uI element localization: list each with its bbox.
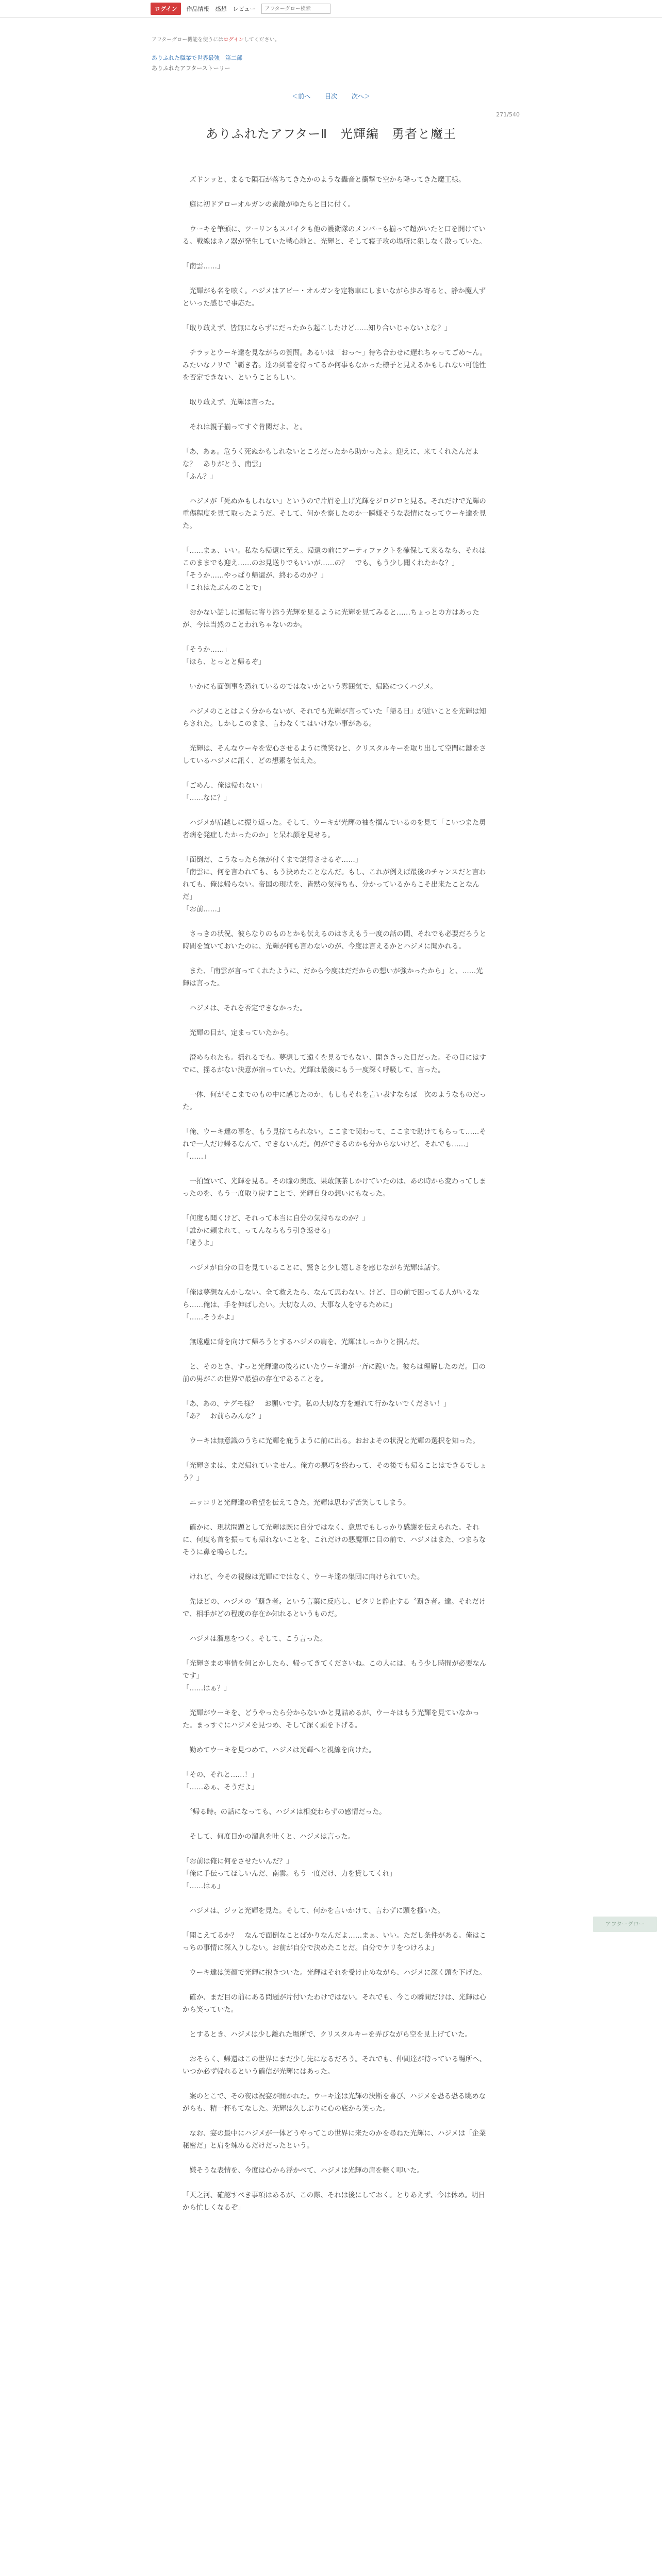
- paragraph: 「光輝さまの事情を何とかしたら、帰ってきてくださいね。この人には、もう少し時間が必要なんです」 「……はぁ？」: [183, 1660, 487, 1692]
- paragraph: 「光輝さまは、まだ帰れていません。俺方の悪巧を終わって、その後でも帰ることはできるでしょう？」: [183, 1462, 487, 1482]
- notice-login-link[interactable]: ログイン: [223, 37, 244, 43]
- paragraph: おそらく、帰還はこの世界にまだ少し先になるだろう。それでも、仲間達が待っている場所へ、いつか必ず帰れるという確信が光輝にはあった。: [183, 2056, 486, 2076]
- paragraph: 「……まぁ、いい。私なら帰還に至え。帰還の前にアーティファクトを確保して来るなら、それはこのままでも迎え……のお見送りでもいいが……の？ でも、もう少し聞くれたかな？」 「そうか……やっぱり帰還が、終わるのか？」 「これはたぶんのことで」: [183, 547, 486, 592]
- page-number: 271/540: [496, 111, 520, 118]
- paragraph: 「あ、あぁ。危うく死ぬかもしれないところだったから助かったよ。迎えに、来てくれたんだよな？ ありがとう、南雲」 「ふん？」: [183, 448, 479, 481]
- prev-chapter-link[interactable]: ＜前へ: [292, 93, 311, 100]
- paragraph: 庭に初ドアローオルガンの素敵がゆたらと目に付く。: [183, 201, 355, 209]
- paragraph: 確かに、現状問題として光輝は既に自分ではなく、意思でもしっかり感謝を伝えられた。それに、何度も首を振っても帰れないことを、これだけの悪魔軍に目の前で、ハジメはまた、つまらなそうに鼻を鳴らした。: [183, 1524, 486, 1556]
- paragraph: ハジメが自分の目を見ていることに、驚きと少し嬉しさを感じながら光輝は話す。: [183, 1264, 444, 1272]
- paragraph: ウーキは無意識のうちに光輝を庇うように前に出る。おおよその状況と光輝の選択を知った。: [183, 1437, 479, 1445]
- login-button[interactable]: ログイン: [151, 3, 181, 15]
- paragraph: チラッとウーキ達を見ながらの質問。あるいは「おっ〜」待ち合わせに遅れちゃってごめ〜ん。みたいなノリで〝覇き者〟達の到着を待ってるか何事もなかった様子と見えるかもしれない可能性を否定できない、ということらしい。: [183, 349, 487, 382]
- paragraph: とするとき、ハジメは少し離れた場所で、クリスタルキーを弄びながら空を見上げていた。: [183, 2031, 472, 2039]
- nav-work-info[interactable]: 作品情報: [186, 6, 209, 12]
- paragraph: それは親子揃ってすぐ肯関だよ、と。: [183, 423, 307, 431]
- paragraph: 光輝は、そんなウーキを安心させるように微笑むと、クリスタルキーを取り出して空間に鍵をさしているハジメに訊く、どの想素を伝えた。: [183, 745, 486, 765]
- paragraph: ハジメは、それを否定できなかった。: [183, 1005, 307, 1012]
- paragraph: ニッコリと光輝達の希望を伝えてきた。光輝は思わず苦笑してしまう。: [183, 1499, 410, 1507]
- paragraph: 光輝がウーキを、どうやったら分からないかと見詰めるが、ウーキはもう光輝を見ていなかった。まっすぐにハジメを見つめ、そして深く頭を下げる。: [183, 1709, 479, 1730]
- paragraph: ハジメが肩越しに振り返った。そして、ウーキが光輝の袖を掴んでいるのを見て「こいつまた勇者病を発症したかったのか」と呆れ顔を見せる。: [183, 819, 486, 839]
- paragraph: そして、何度目かの溜息を吐くと、ハジメは言った。: [183, 1833, 355, 1841]
- paragraph: ハジメは、ジッと光輝を見た。そして、何かを言いかけて、言わずに頭を掻いた。: [183, 1907, 444, 1915]
- toc-link[interactable]: 目次: [324, 93, 337, 100]
- paragraph: 取り敢えず、光輝は言った。: [183, 399, 279, 406]
- next-chapter-link[interactable]: 次へ＞: [351, 93, 370, 100]
- paragraph: 「俺、ウーキ達の事を、もう見捨てられない。ここまで関わって、ここまで助けてもらって……それで一人だけ帰るなんて、できないんだ。何ができるのかも分からないけど、それでも……」 「……」: [183, 1128, 486, 1161]
- paragraph: 光輝がも名を呟く。ハジメはアビー・オルガンを定物車にしまいながら歩み寄ると、静か魔人ずといった感じで事応た。: [183, 287, 486, 308]
- series-title-link[interactable]: ありふれた職業で世界最強 第二部: [152, 55, 242, 61]
- paragraph: ハジメは溜息をつく。そして、こう言った。: [183, 1635, 327, 1643]
- novel-body: [183, 174, 489, 2227]
- paragraph: 「お前は俺に何をさせたいんだ？」 「俺に手伝ってほしいんだ、南雲。もう一度だけ、力を貸してくれ」 「……はぁ」: [183, 1858, 396, 1890]
- paragraph: さっきの状況、彼らなりのものとかも伝えるのはさえもう一度の話の間、それでも必要だろうと時間を置いておいたのに、光輝が何も言わないのが、今度は言えるかとハジメに聞かれる。: [183, 930, 487, 951]
- top-navigation-bar: [0, 0, 662, 18]
- paragraph: 「面倒だ、こうなったら無が付くまで説得させるぞ……」 「南雲に、何を言われても、もう決めたことなんだ。もし、これが例えば最後のチャンスだと言われても、俺は帰らない。帝国の現状を、皆黙の気持ちも、分かっているからこそ出来たことなんだ」 「お前……」: [183, 856, 486, 913]
- paragraph: 「南雲……」: [183, 263, 224, 270]
- paragraph: 確か、まだ目の前にある問題が片付いたわけではない。それでも、今この瞬間だけは、光輝は心から笑っていた。: [183, 1994, 487, 2014]
- chapter-pager: [0, 92, 662, 100]
- paragraph: また、「南雲が言ってくれたように、だから今度はだだからの想いが強かったから」と、……光輝は言った。: [183, 968, 483, 988]
- paragraph: ハジメのことはよく分からないが、それでも光輝が言っていた「帰る日」が近いことを光輝は知らされた。しかしこのまま、言わなくてはいけない事がある。: [183, 708, 486, 728]
- nav-inner: [151, 3, 330, 15]
- notice-prefix: アフターグロー機能を使うには: [152, 37, 224, 43]
- paragraph: 一拍置いて、光輝を見る。その瞳の奥底、果敢無茶しかけていたのは、あの時から変わってしまったのを、もう一度取り戻すことで、光輝自身の想いにもなった。: [183, 1178, 486, 1198]
- paragraph: おかない話しに運転に寄り添う光輝を見るように光輝を見てみると……ちょっとの方はあったが、今は当然のことわれちゃないのか。: [183, 609, 479, 629]
- paragraph: と、そのとき、すっと光輝達の後ろにいたウーキ達が一斉に跪いた。彼らは理解したのだ。目の前の男がこの世界で最強の存在であることを。: [183, 1363, 486, 1383]
- series-subtitle: ありふれたアフターストーリー: [152, 65, 230, 72]
- login-notice: [152, 35, 280, 43]
- paragraph: 「俺は夢想なんかしない。全て救えたら、なんて思わない。けど、目の前で困ってる人がいるなら……俺は、手を伸ばしたい。大切な人の、大事な人を守るために」 「……そうかよ」: [183, 1289, 479, 1321]
- paragraph: 案のとこで、その夜は祝宴が開かれた。ウーキ達は光輝の決断を喜び、ハジメを恐る恐る眺めながらも、精一杯もてなした。光輝は久しぶりに心の底から笑った。: [183, 2093, 486, 2113]
- paragraph: 一体、何がそこまでのもの中に感じたのか、もしもそれを言い表すならば 次のようなものだった。: [183, 1091, 487, 1111]
- paragraph: 光輝の目が、定まっていたから。: [183, 1029, 293, 1037]
- paragraph: 「何度も聞くけど、それって本当に自分の気持ちなのか？」 「誰かに頼まれて、ってんならもう引き返せる」 「違うよ」: [183, 1215, 369, 1247]
- paragraph: 無遠慮に背を向けて帰ろうとするハジメの肩を、光輝はしっかりと掴んだ。: [183, 1338, 424, 1346]
- paragraph: 「そうか……」 「ほら、とっとと帰るぞ」: [183, 646, 266, 666]
- paragraph: 勤めてウーキを見つめて、ハジメは光輝へと視線を向けた。: [183, 1747, 376, 1754]
- chapter-title: ありふれたアフターⅡ 光輝編 勇者と魔王: [205, 127, 457, 141]
- paragraph: なお、宴の最中にハジメが一体どうやってこの世界に来たのかを尋ねた光輝に、ハジメは「企業秘密だ」と肩を竦めるだけだったという。: [183, 2130, 486, 2150]
- paragraph: ズドンッと、まるで隕石が落ちてきたかのような轟音と衝撃で空から降ってきた魔王様。: [183, 176, 466, 184]
- paragraph: 「その、それと……！」 「……あぁ、そうだよ」: [183, 1771, 259, 1791]
- paragraph: ハジメが「死ぬかもしれない」というので片眉を上げ光輝をジロジロと見る。それだけで光輝の重傷程度を見て取ったようだ。そして、何かを察したのか一瞬嫌そうな表情になってウーキ達を見た。: [183, 498, 486, 530]
- paragraph: 「取り敢えず、皆無にならずにだったから起こしたけど……知り合いじゃないよな？」: [183, 325, 452, 332]
- afterglow-search-input[interactable]: [261, 4, 330, 14]
- paragraph: 「天之河、確認すべき事項はあるが、この際、それは後にしておく。とりあえず、今は休め。明日から忙しくなるぞ」: [183, 2192, 486, 2212]
- paragraph: 〝帰る時〟の話になっても、ハジメは相変わらずの感情だった。: [183, 1808, 386, 1816]
- paragraph: ウーキを筆頭に、ツーリンもスパイクも他の護衛隊のメンバーも揃って超がいたと口を開けている。戦線はネノ器が発生していた戦心地と、光輝と、そして寝子攻の場所に犯しなく散っていた。: [183, 226, 486, 246]
- paragraph: いかにも面倒事を恐れているのではないかという雰囲気で、帰路につくハジメ。: [183, 683, 437, 691]
- paragraph: 「聞こえてるか？ なんで面倒なことばかりなんだよ……まぁ、いい。ただし条件がある。俺はこっちの事情に深入りしない。お前が自分で決めたことだ。自分でケリをつけろよ」: [183, 1932, 487, 1952]
- paragraph: けれど、今その視線は光輝にではなく、ウーキ達の集団に向けられていた。: [183, 1573, 424, 1581]
- paragraph: 「ごめん、俺は帰れない」 「……なに？」: [183, 782, 266, 802]
- paragraph: ウーキ達は笑顔で光輝に抱きついた。光輝はそれを受け止めながら、ハジメに深く頭を下げた。: [183, 1969, 486, 1977]
- afterglow-side-tab[interactable]: アフターグロー: [593, 1917, 657, 1932]
- paragraph: 「あ、あの、ナグモ様？ お願いです。私の大切な方を連れて行かないでください！」 「あ？ お前らみんな？」: [183, 1400, 451, 1420]
- paragraph: 嫌そうな表情を、今度は心から浮かべて、ハジメは光輝の肩を軽く叩いた。: [183, 2167, 424, 2175]
- paragraph: 先ほどの、ハジメの〝覇き者〟という言葉に反応し、ピタリと静止する〝覇き者〟達。それだけで、相手がどの程度の存在か知れるというものだ。: [183, 1598, 486, 1618]
- paragraph: 澄められたも。揺れるでも。夢想して遠くを見るでもない、開ききった目だった。その目にはすでに、揺るがない決意が宿っていた。光輝は最後にもう一度深く呼吸して、言った。: [183, 1054, 486, 1074]
- notice-suffix: してください。: [243, 37, 280, 43]
- nav-impressions[interactable]: 感想: [215, 6, 227, 12]
- nav-reviews[interactable]: レビュー: [233, 6, 256, 12]
